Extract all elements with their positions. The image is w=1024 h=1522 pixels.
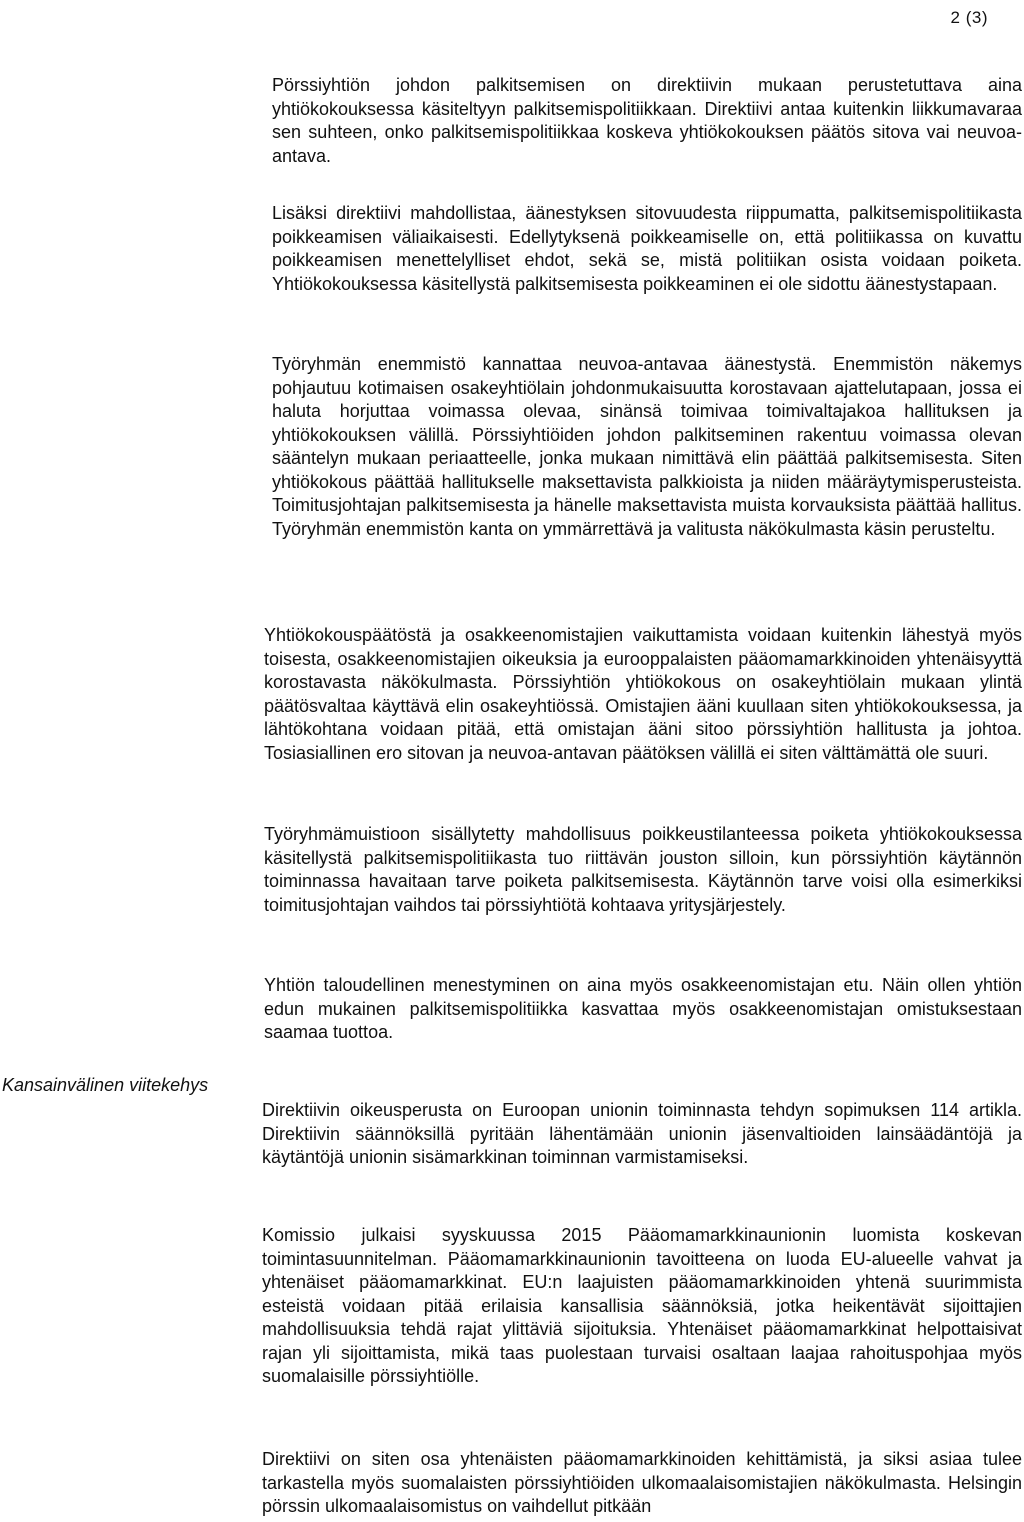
paragraph: Yhtiön taloudellinen menestyminen on aina myös osakkeenomistajan etu. Näin ollen yhtiön edun mukainen palkitsemispolitiikka kasvattaa myös osakkeenomistajan omistuksestaan saamaa tuottoa. [264,975,1022,1042]
paragraph: Pörssiyhtiön johdon palkitsemisen on direktiivin mukaan perustetuttava aina yhtiökokouksessa käsiteltyyn palkitsemispolitiikkaan. Direktiivi antaa kuitenkin liikkumavaraa sen suhteen, onko palkitsemispolitiikkaa koskeva yhtiökokouksen päätös sitova vai neuvoa-antava. [272,75,1022,166]
margin-heading: Kansainvälinen viitekehys [2,1075,209,1095]
paragraph: Työryhmämuistioon sisällytetty mahdollisuus poikkeustilanteessa poiketa yhtiökokouksessa käsitellystä palkitsemispolitiikasta tuo riittävän jouston silloin, kun pörssiyhtiön käytännön toiminnassa havaitaan tarve poiketa palkitsemisesta. Käytännön tarve voisi olla esimerkiksi toimitusjohtajan vaihdos tai pörssiyhtiötä kohtaava yritysjärjestely. [264,824,1022,915]
page-number: 2 (3) [950,8,988,27]
paragraph: Direktiivi on siten osa yhtenäisten pääomamarkkinoiden kehittämistä, ja siksi asiaa tulee tarkastella myös suomalaisten pörssiyhtiöiden ulkomaalaisomistajien näkökulmasta. Helsingin pörssin ulkomaalaisomistus on vaihdellut pitkään [262,1449,1022,1516]
paragraph: Direktiivin oikeusperusta on Euroopan unionin toiminnasta tehdyn sopimuksen 114 artikla. Direktiivin säännöksillä pyritään lähentämään unionin jäsenvaltioiden lainsäädäntöjä ja käytäntöjä unionin sisämarkkinan toiminnan varmistamiseksi. [262,1100,1022,1167]
paragraph: Komissio julkaisi syyskuussa 2015 Pääomamarkkinaunionin luomista koskevan toimintasuunnitelman. Pääomamarkkinaunionin tavoitteena on luoda EU-alueelle vahvat ja yhtenäiset pääomamarkkinat. EU:n laajuisten pääomamarkkinoiden yhtenä suurimmista esteistä voidaan pitää erilaisia kansallisia säännöksiä, jotka heikentävät sijoittajien mahdollisuuksia tehdä rajat ylittäviä sijoituksia. Yhtenäiset pääomamarkkinat helpottaisivat rajan yli sijoittamista, mikä taas puolestaan turvaisi osaltaan laajaa rahoituspohjaa myös suomalaisille pörssiyhtiölle. [262,1225,1022,1386]
paragraph: Työryhmän enemmistö kannattaa neuvoa-antavaa äänestystä. Enemmistön näkemys pohjautuu kotimaisen osakeyhtiölain johdonmukaisuutta korostavaan ajattelutapaan, jossa ei haluta horjuttaa voimassa olevaa, sinänsä toimivaa toimivaltajakoa hallituksen ja yhtiökokouksen välillä. Pörssiyhtiöiden johdon palkitseminen rakentuu voimassa olevan sääntelyn mukaan periaatteelle, jonka mukaan nimittävä elin päättää palkitsemisesta. Siten yhtiökokous päättää hallitukselle maksettavista palkkioista ja niiden määräytymisperusteista. Toimitusjohtajan palkitsemisesta ja hänelle maksettavista muista korvauksista päättää hallitus. Työryhmän enemmistön kanta on ymmärrettävä ja valitusta näkökulmasta käsin perusteltu. [272,354,1022,539]
paragraph: Lisäksi direktiivi mahdollistaa, äänestyksen sitovuudesta riippumatta, palkitsemispolitiikasta poikkeamisen väliaikaisesti. Edellytyksenä poikkeamiselle on, että politiikassa on kuvattu poikkeamisen menettelylliset ehdot, sekä se, mistä politiikan osista voidaan poiketa. Yhtiökokouksessa käsitellystä palkitsemisesta poikkeaminen ei ole sidottu äänestystapaan. [272,203,1022,294]
paragraph: Yhtiökokouspäätöstä ja osakkeenomistajien vaikuttamista voidaan kuitenkin lähestyä myös toisesta, osakkeenomistajien oikeuksia ja eurooppalaisten pääomamarkkinoiden yhtenäisyyttä korostavasta näkökulmasta. Pörssiyhtiön yhtiökokous on osakeyhtiölain mukaan ylintä päätösvaltaa käyttävä elin osakeyhtiössä. Omistajien ääni kuullaan siten yhtiökokouksessa, ja lähtökohtana voidaan pitää, että omistajan ääni sitoo pörssiyhtiön hallitusta ja johtoa. Tosiasiallinen ero sitovan ja neuvoa-antavan päätöksen välillä ei siten välttämättä ole suuri. [264,625,1022,763]
